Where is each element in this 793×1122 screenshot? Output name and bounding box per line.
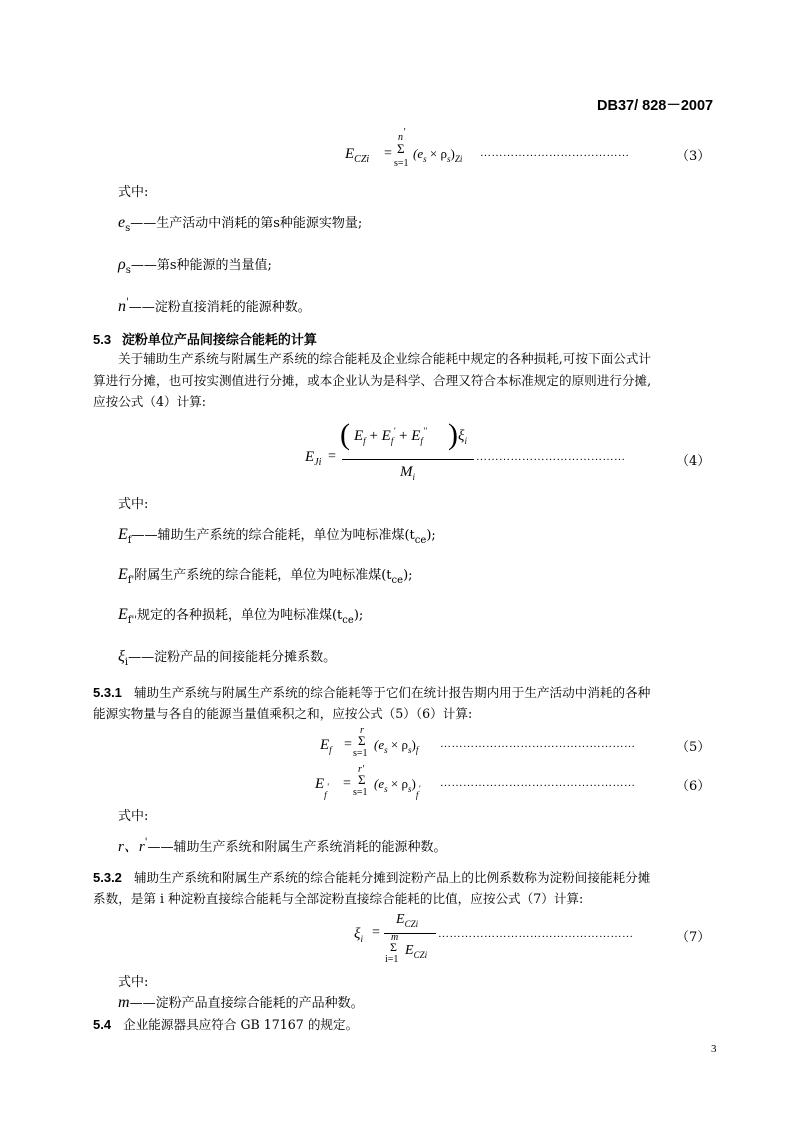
where-label: 式中: [118,185,149,200]
section-5-3-1-line2: 能源实物量与各自的能源当量值乘积之和，应按公式（5）（6）计算: [93,706,473,721]
equation-5: $E_f$ = r Σ s=1 $(e_s \times \rho_s)_f$ …………………………………………… （5） [320,725,711,759]
definition-Ef: $E_f——$辅助生产系统的综合能耗，单位为吨标准煤$(t_{ce})$; [118,526,436,546]
equation-3: $E_{CZi}$ = n' Σ s=1 $(e_s \times \rho_s)_{Zi}$ ………………………………… （3） [345,127,711,169]
definition-rho: $\rho_s——$第s种能源的当量值; [118,256,272,276]
definition-xi: $\xi_i——$淀粉产品的间接能耗分摊系数。 [118,648,337,668]
definition-n: n'——淀粉直接消耗的能源种数。 [118,297,311,315]
page-number: 3 [711,1043,717,1055]
equation-7: $\xi_i$ = $E_{CZi}$ m Σ i=1 $E_{CZi}$ …………………………………………… （7） [354,912,711,965]
definition-m: m——淀粉产品直接综合能耗的产品种数。 [118,994,364,1011]
standard-number: DB37/ 828－2007 [597,98,714,114]
section-5-3-2-line2: 系数，是第 i 种淀粉直接综合能耗与全部淀粉直接综合能耗的比值，应按公式（7）计算: [93,891,584,906]
para-5-3-line1: 关于辅助生产系统与附属生产系统的综合能耗及企业综合能耗中规定的各种损耗,可按下面公式计 [118,351,651,366]
definition-Ef-prime: $E_{f'}$附属生产系统的综合能耗，单位为吨标准煤$(t_{ce})$; [118,566,413,586]
where-label: 式中: [118,975,149,990]
where-label: 式中: [118,809,149,824]
equation-6: $E_f'$ = r' Σ s=1 $(e_s \times \rho_s)_{f'}$ …………………………………………… （6） [315,764,711,800]
definition-r: r、r'——辅助生产系统和附属生产系统消耗的能源种数。 [118,837,447,855]
para-5-3-line2: 算进行分摊，也可按实测值进行分摊，或本企业认为是科学、合理又符合本标准规定的原则进行分摊, [93,373,652,388]
section-5-3-2-line1: 5.3.2 辅助生产系统和附属生产系统的综合能耗分摊到淀粉产品上的比例系数称为淀粉间接能耗分摊 [93,870,651,885]
where-label: 式中: [118,497,149,512]
para-5-3-line3: 应按公式（4）计算: [93,394,207,409]
section-5-3-1-line1: 5.3.1 辅助生产系统与附属生产系统的综合能耗等于它们在统计报告期内用于生产活动中消耗的各种 [93,685,651,700]
definition-es: $e_s——$生产活动中消耗的第s种能源实物量; [118,214,363,234]
equation-4: $E_{Ji}$ = ( $E_f + E_f' + E_f''$ ) $\xi_i$ $M_i$ ………………………………… （4） [305,418,711,482]
section-5-3-heading: 5.3 淀粉单位产品间接综合能耗的计算 [93,332,317,347]
definition-Ef-double-prime: $E_{f''}$规定的各种损耗，单位为吨标准煤$(t_{ce})$; [118,606,364,626]
section-5-4: 5.4 企业能源器具应符合 GB 17167 的规定。 [93,1017,359,1032]
